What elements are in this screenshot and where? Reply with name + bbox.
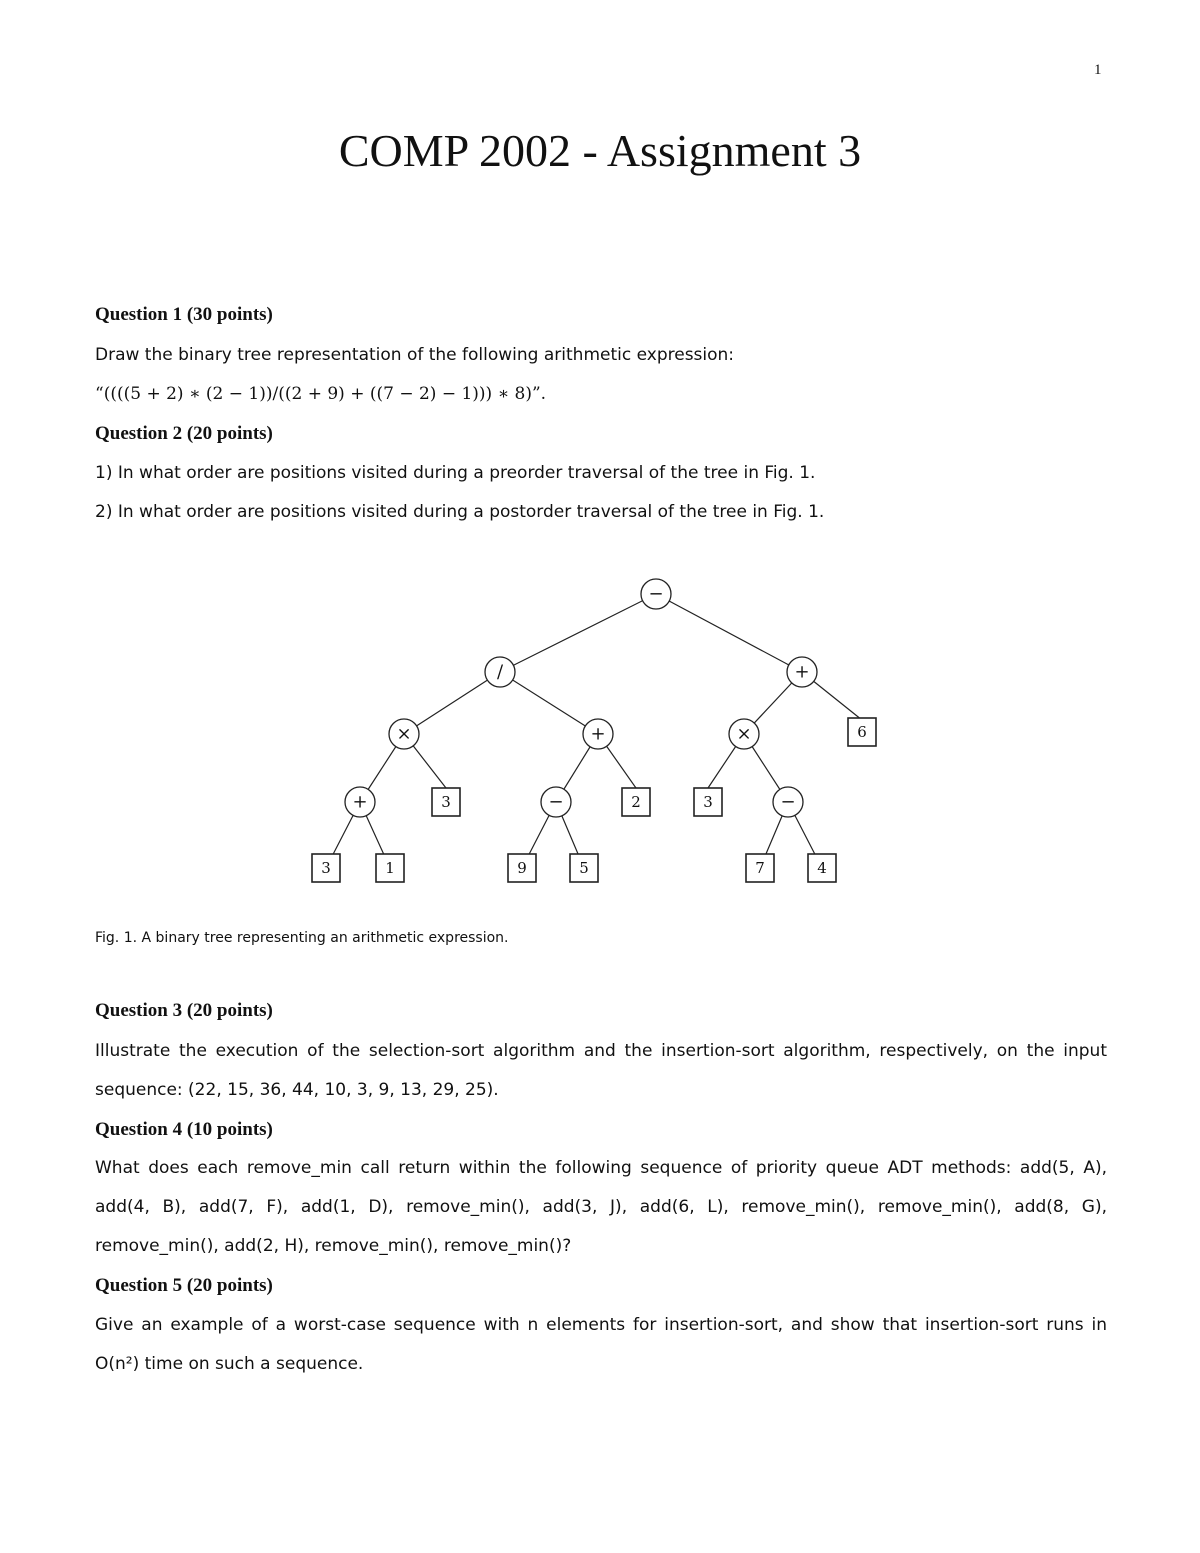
edge-root-div <box>500 594 656 672</box>
node-leaf-3b-label: 3 <box>703 793 713 811</box>
node-leaf-3a-label: 3 <box>441 793 451 811</box>
node-plus-ll-label: + <box>352 791 368 813</box>
node-leaf-9-label: 9 <box>517 859 527 877</box>
node-minus-m-label: − <box>548 791 564 813</box>
edge-div-plus <box>500 672 598 734</box>
question-2-heading: Question 2 (20 points) <box>95 423 273 444</box>
node-leaf-4-label: 4 <box>817 859 827 877</box>
question-4-heading: Question 4 (10 points) <box>95 1119 273 1140</box>
question-1-expression: “((((5 + 2) ∗ (2 − 1))/((2 + 9) + ((7 − 2) − 1))) ∗ 8)”. <box>95 384 547 404</box>
edge-div-times <box>404 672 500 734</box>
node-times-l-label: × <box>396 723 412 745</box>
question-1-heading: Question 1 (30 points) <box>95 304 273 325</box>
page-number: 1 <box>1094 62 1102 78</box>
node-div-label: / <box>496 661 504 683</box>
node-leaf-3c-label: 3 <box>321 859 331 877</box>
node-leaf-7-label: 7 <box>755 859 765 877</box>
question-5-text: Give an example of a worst-case sequence with n elements for insertion-sort, and show that insertion-sort runs in O(n²) time on such a sequence. <box>95 1315 1107 1374</box>
node-plus-r-label: + <box>794 661 810 683</box>
node-times-r-label: × <box>736 723 752 745</box>
edge-root-plus <box>656 594 802 672</box>
binary-tree-figure <box>290 570 910 900</box>
node-root-label: − <box>648 583 664 605</box>
document-title: COMP 2002 - Assignment 3 <box>338 125 862 176</box>
question-1-text: Draw the binary tree representation of the following arithmetic expression: <box>95 345 735 365</box>
question-2-part-1: 1) In what order are positions visited during a preorder traversal of the tree in Fig. 1. <box>95 463 816 483</box>
question-2-part-2: 2) In what order are positions visited during a postorder traversal of the tree in Fig. 1. <box>95 502 825 522</box>
question-3-text: Illustrate the execution of the selection-sort algorithm and the insertion-sort algorithm, respectively, on the input sequence: (22, 15, 36, 44, 10, 3, 9, 13, 29, 25). <box>95 1041 1107 1100</box>
node-plus-m-label: + <box>590 723 606 745</box>
node-leaf-5-label: 5 <box>579 859 589 877</box>
figure-caption: Fig. 1. A binary tree representing an arithmetic expression. <box>95 930 509 946</box>
node-leaf-6-label: 6 <box>857 723 867 741</box>
question-3-heading: Question 3 (20 points) <box>95 1000 273 1021</box>
node-leaf-1-label: 1 <box>385 859 395 877</box>
question-4-text: What does each remove_min call return within the following sequence of priority queue ADT methods: add(5, A), add(4, B), add(7, F), add(1, D), remove_min(), add(3, J), add(6, L), remove_min(), remove_min(), add(8, G), remove_min(), add(2, H), remove_min(), remove_min()? <box>95 1158 1107 1256</box>
node-minus-r-label: − <box>780 791 796 813</box>
question-5-heading: Question 5 (20 points) <box>95 1275 273 1296</box>
node-leaf-2-label: 2 <box>631 793 641 811</box>
